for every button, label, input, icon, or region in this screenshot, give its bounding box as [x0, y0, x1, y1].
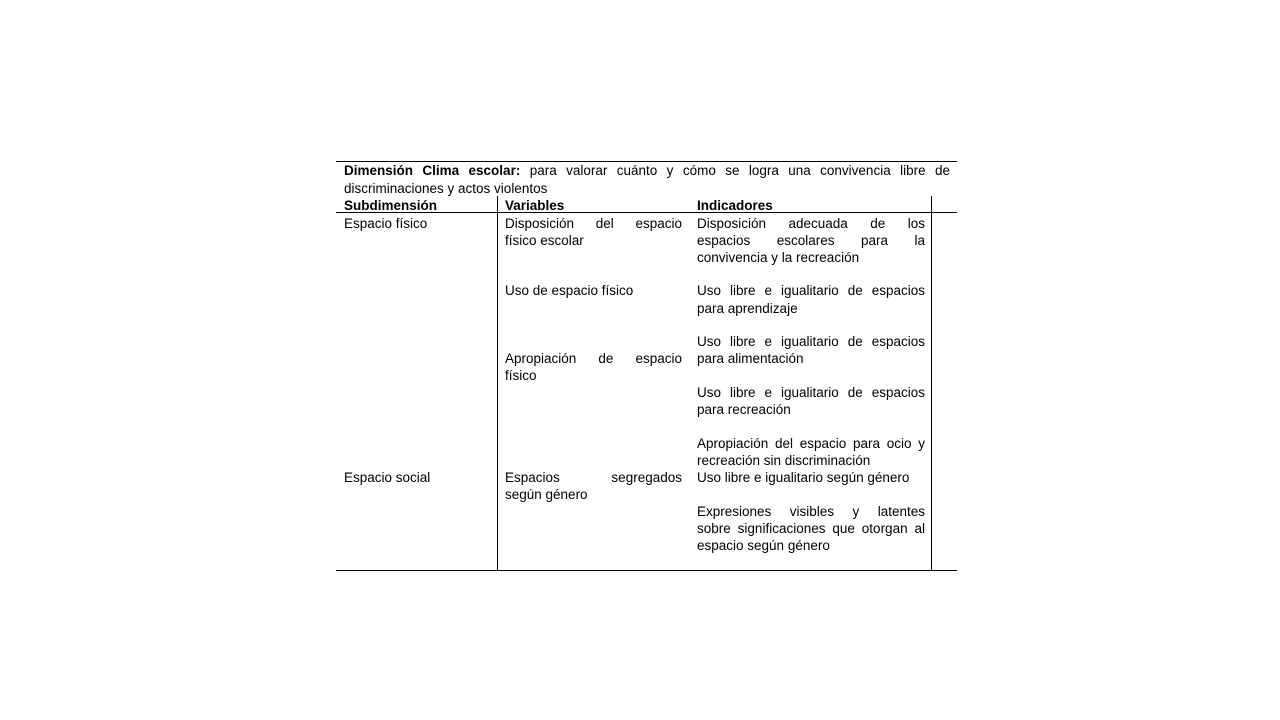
column-header-variables: Variables: [505, 198, 565, 213]
indicator-cell: para recreación: [697, 402, 791, 417]
variable-cell: Apropiación de espacio: [505, 351, 682, 366]
indicator-cell: sobre significaciones que otorgan al: [697, 521, 925, 536]
column-header-subdimension: Subdimensión: [344, 198, 438, 213]
indicator-cell: para aprendizaje: [697, 301, 798, 316]
indicator-cell: Apropiación del espacio para ocio y: [697, 436, 925, 451]
variable-cell: Uso de espacio físico: [505, 283, 634, 298]
indicator-cell: Uso libre e igualitario de espacios: [697, 283, 925, 298]
indicator-cell: Expresiones visibles y latentes: [697, 504, 925, 519]
subdimension-cell: Espacio social: [344, 470, 431, 485]
variable-cell: Disposición del espacio: [505, 216, 682, 231]
dimension-label: Dimensión Clima escolar:: [344, 163, 521, 178]
indicator-cell: convivencia y la recreación: [697, 250, 860, 265]
table-bottom-rule: [336, 570, 957, 571]
variable-cell: físico escolar: [505, 233, 584, 248]
dimension-description: para valorar cuánto y cómo se logra una convivencia libre de: [529, 163, 950, 178]
indicator-cell: espacio según género: [697, 538, 830, 553]
indicator-cell: espacios escolares para la: [697, 233, 925, 248]
subdimension-cell: Espacio físico: [344, 216, 428, 231]
indicator-cell: Uso libre e igualitario de espacios: [697, 334, 925, 349]
column-divider-left: [497, 196, 498, 571]
indicator-cell: Uso libre e igualitario según género: [697, 470, 910, 485]
column-header-indicators: Indicadores: [697, 198, 773, 213]
column-divider-right: [931, 196, 932, 571]
dimension-header-line1: [344, 162, 950, 180]
dimension-header-line2: discriminaciones y actos violentos: [344, 181, 548, 196]
indicator-cell: Uso libre e igualitario de espacios: [697, 385, 925, 400]
indicator-cell: recreación sin discriminación: [697, 453, 871, 468]
indicator-cell: para alimentación: [697, 351, 804, 366]
variable-cell: según género: [505, 487, 588, 502]
variable-cell: físico: [505, 368, 537, 383]
variable-cell: Espacios segregados: [505, 470, 682, 485]
indicator-cell: Disposición adecuada de los: [697, 216, 925, 231]
